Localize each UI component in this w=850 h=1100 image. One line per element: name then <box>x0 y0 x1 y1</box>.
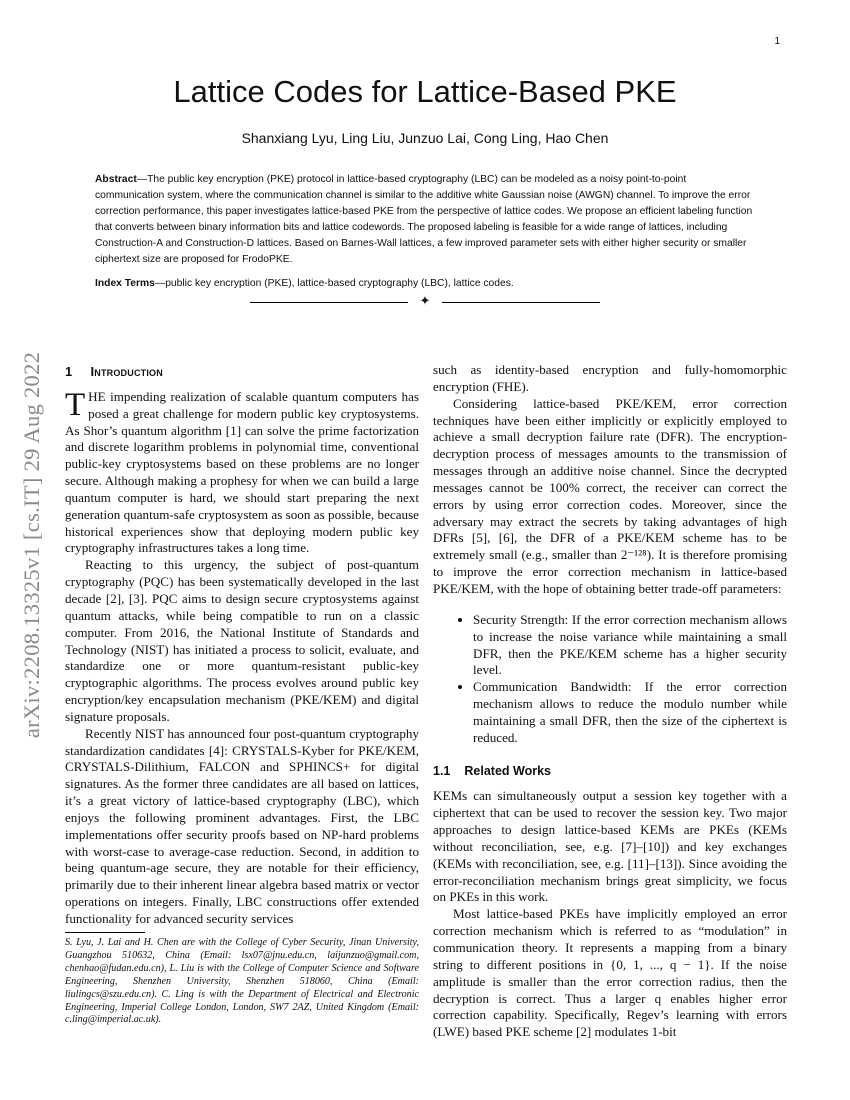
subsection-heading-related-works <box>433 763 787 780</box>
subsection-title: Related Works <box>464 763 551 778</box>
arxiv-identifier-text: arXiv:2208.13325v1 [cs.IT] 29 Aug 2022 <box>19 351 44 739</box>
intro-paragraph-4: Considering lattice-based PKE/KEM, error correction techniques have been either implicitly or explicitly employed to achieve a small decryption failure rate (DFR). The encryption-decryption process of messages amounts to the transmission of messages through an additive noise channel. Since the decrypted messages cannot be 100% correct, the receiver can correct the errors by using error correction codes. Moreover, since the adversary may extract the secrets by taking advantages of high DFRs [5], [6], the DFR of a PKE/KEM scheme has to be extremely small (e.g., smaller than 2⁻¹²⁸). It is therefore promising to improve the error correction mechanism in lattice-based PKE/KEM, with the hope of obtaining better trade-off parameters: <box>433 395 787 596</box>
author-list: Shanxiang Lyu, Ling Liu, Junzuo Lai, Cong Ling, Hao Chen <box>241 130 609 146</box>
affiliation-footnote: S. Lyu, J. Lai and H. Chen are with the College of Cyber Security, Jinan University, Guangzhou 510632, China (Email: lsx07@jnu.edu.cn, laijunzuo@gmail.com, chenhao@fudan.edu.cn), L. Liu is with the College of Computer Science and Software Engineering, Shenzhen University, Shenzhen 518060, China (Email: liulingcs@szu.edu.cn). C. Ling is with the Department of Electrical and Electronic Engineering, Imperial College London, London, SW7 2AZ, United Kingdom (Email: c.ling@imperial.ac.uk). <box>65 937 419 1026</box>
abstract <box>95 172 757 268</box>
intro-first-word: HE <box>88 388 106 404</box>
abstract-text: —The public key encryption (PKE) protocol in lattice-based cryptography (LBC) can be modeled as a noisy point-to-point communication system, where the communication channel is similar to the additive white Gaussian noise (AWGN) channel. To improve the error correction performance, this paper investigates lattice-based PKE from the perspective of lattice codes. We propose an efficient labeling function that converts between binary information bits and lattice codewords. The proposed labeling is feasible for a wide range of lattices, including Construction-A and Construction-D lattices. Based on Barnes-Wall lattices, a few improved parameter sets with either higher security or smaller ciphertext size are proposed for FrodoPKE. <box>95 174 753 265</box>
index-terms-label: Index Terms <box>95 278 155 289</box>
tradeoff-list <box>433 612 787 747</box>
related-works-paragraph-1: KEMs can simultaneously output a session key together with a ciphertext that can be used to recover the session key. Two major approaches to design lattice-based KEMs are PKEs (KEMs without reconciliation, see, e.g. [7]–[10]) and key exchanges (KEMs with reconciliation, see, e.g. [11]–[13]). Since avoiding the error-reconciliation mechanism brings great simplicity, we focus on PKEs in this work. <box>433 788 787 905</box>
abstract-label: Abstract <box>95 174 137 185</box>
related-works-paragraph-2: Most lattice-based PKEs have implicitly employed an error correction mechanism which is referred to as “modulation” in communication theory. It represents a mapping from a binary string to different positions in {0, 1, ..., q − 1}. If the noise amplitude is smaller than the error correction radius, then the decryption is correct. Thus a larger q enables higher error correction capability. Specifically, Regev’s learning with errors (LWE) based PKE scheme [2] modulates 1-bit <box>433 906 787 1040</box>
section-title: Introduction <box>90 364 163 379</box>
arxiv-identifier-sidebar <box>12 295 52 795</box>
section-heading-introduction <box>65 364 419 381</box>
subsection-number: 1.1 <box>433 763 451 778</box>
paper-title: Lattice Codes for Lattice-Based PKE <box>173 74 677 109</box>
intro-paragraph-1-text: impending realization of scalable quantum computers has posed a great challenge for modern public key cryptosystems. As Shor’s quantum algorithm [1] can solve the prime factorization and discrete logarithm problems in polynomial time, conventional public-key cryptosystems based on these problems are no longer secure. Although making a prophesy for when we can build a large quantum computer is hard, we should start preparing the next generation quantum-safe cryptosystem as soon as possible, because historical experiences show that deploying modern public key cryptography infrastructures takes a long time. <box>65 388 419 556</box>
intro-paragraph-3: Recently NIST has announced four post-quantum cryptography standardization candidates [4]: CRYSTALS-Kyber for PKE/KEM, CRYSTALS-Dilithium, FALCON and SPHINCS+ for digital signatures. As the former three candidates are all based on lattices, it’s a great victory of lattice-based cryptography (LBC), which enjoys the following prominent advantages. First, the LBC implementations offer security proofs based on NP-hard problems with worst-case to average-case reduction. Second, in addition to being quantum-age secure, they are notable for their efficiency, primarily due to their inherent linear algebra based matrix or vector operations on integers. Finally, LBC constructions offer extended functionality for advanced security services <box>65 725 419 926</box>
intro-paragraph-2: Reacting to this urgency, the subject of post-quantum cryptography (PQC) has been systematically developed in the last decade [2], [3]. PQC aims to design secure cryptosystems against quantum attacks, while being compatible to run on a classic computer. From 2016, the National Institute of Standards and Technology (NIST) has initiated a process to solicit, evaluate, and standardize one or more quantum-resistant public-key cryptographic algorithms. The process evolves around public key encryption/key encapsulation mechanism (PKE/KEM) and digital signature proposals. <box>65 557 419 724</box>
footnote-rule <box>65 932 145 933</box>
divider-line-right <box>442 302 600 303</box>
right-column <box>433 362 787 1041</box>
intro-paragraph-3-continued: such as identity-based encryption and fully-homomorphic encryption (FHE). <box>433 362 787 394</box>
index-terms <box>95 276 757 292</box>
index-terms-text: —public key encryption (PKE), lattice-based cryptography (LBC), lattice codes. <box>154 278 514 289</box>
page-number: 1 <box>774 36 780 47</box>
section-number: 1 <box>65 364 73 379</box>
divider-diamond-icon: ✦ <box>419 293 431 308</box>
list-item: • Communication Bandwidth: If the error correction mechanism allows to reduce the modulo number while maintaining a small DFR, then the size of the ciphertext is reduced. <box>473 679 787 746</box>
list-item: • Security Strength: If the error correction mechanism allows to increase the noise variance while maintaining a small DFR, then the PKE/KEM scheme has a higher security level. <box>473 612 787 679</box>
intro-paragraph-1 <box>65 386 419 557</box>
drop-cap: T <box>65 386 86 423</box>
left-column <box>65 362 419 928</box>
section-divider <box>250 293 600 308</box>
divider-line-left <box>250 302 408 303</box>
